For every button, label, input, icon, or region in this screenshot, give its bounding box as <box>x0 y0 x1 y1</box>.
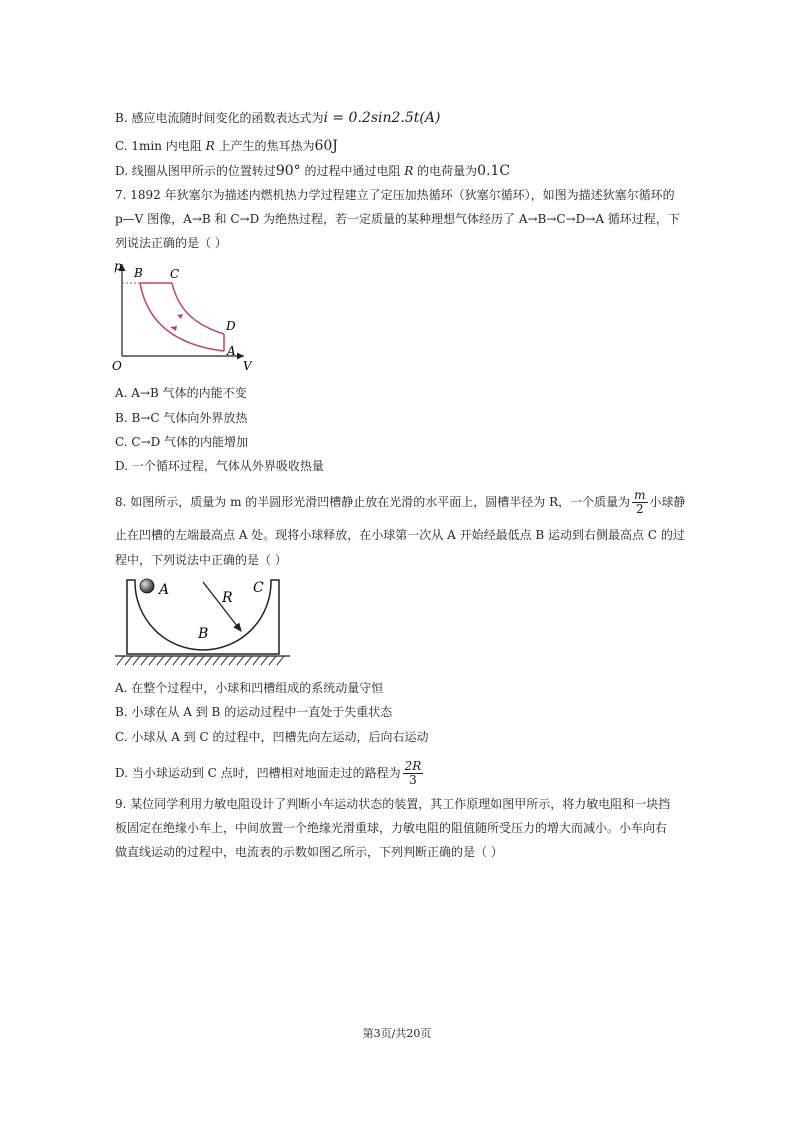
q8-option-c: C. 小球从 A 到 C 的过程中，凹槽先向左运动，后向右运动 <box>115 730 429 744</box>
q9-stem-line3: 做直线运动的过程中，电流表的示数如图乙所示，下列判断正确的是（ ） <box>115 845 503 859</box>
q6-option-c-text2: 上产生的焦耳热为 <box>214 139 315 153</box>
q9-stem-line2: 板固定在绝缘小车上，中间放置一个绝缘光滑重球，力敏电阻的阻值随所受压力的增大而减小。小车向右 <box>115 821 668 835</box>
q8-stem-line3: 程中，下列说法中正确的是（ ） <box>115 553 287 567</box>
q6-option-d-text3: 的电荷量为 <box>413 164 478 178</box>
ab-curve <box>140 283 224 351</box>
distance-fraction-den: 3 <box>409 773 417 787</box>
q6-option-b-text: B. 感应电流随时间变化的函数表达式为 <box>115 111 324 125</box>
ball-icon <box>140 579 154 593</box>
label-a: A <box>227 344 236 358</box>
q8-option-a: A. 在整个过程中，小球和凹槽组成的系统动量守恒 <box>115 681 384 695</box>
q6-option-b <box>115 110 440 126</box>
cd-curve <box>172 283 224 334</box>
ground-hatching <box>117 656 284 665</box>
q6-option-d-value: 0.1C <box>477 163 511 179</box>
q6-option-c <box>115 138 338 154</box>
label-groove-c: C <box>253 580 264 596</box>
q8-option-b: B. 小球在从 A 到 B 的运动过程中一直处于失重状态 <box>115 705 393 719</box>
q8-stem-text-b: 小球静 <box>649 495 686 509</box>
label-d: D <box>226 319 236 333</box>
mass-fraction-num: m <box>634 488 646 502</box>
q7-option-c: C. C→D 气体的内能增加 <box>115 435 249 449</box>
label-b: B <box>134 266 143 280</box>
label-o: O <box>112 359 122 373</box>
pv-diagram <box>112 258 252 373</box>
q6-option-c-text1: C. 1min 内电阻 <box>115 139 206 153</box>
label-p: p <box>114 259 122 273</box>
groove-diagram <box>112 574 292 669</box>
q6-option-b-formula: i = 0.2sin2.5t(A) <box>323 110 441 126</box>
distance-fraction <box>403 760 424 787</box>
q7-option-a: A. A→B 气体的内能不变 <box>115 386 247 400</box>
q7-option-b: B. B→C 气体向外界放热 <box>115 411 248 425</box>
q7-stem-line3: 列说法正确的是（ ） <box>115 236 227 250</box>
label-groove-r: R <box>222 590 233 606</box>
q9-stem-line1: 9. 某位同学利用力敏电阻设计了判断小车运动状态的装置，其工作原理如图甲所示，将力敏电阻和一块挡 <box>115 797 671 811</box>
q8-stem-text-a: 8. 如图所示，质量为 m 的半圆形光滑凹槽静止放在光滑的水平面上，圆槽半径为 R，一个质量为 <box>115 495 631 509</box>
q6-option-d-angle: 90° <box>275 163 301 179</box>
q6-option-d <box>115 163 510 179</box>
q7-option-d: D. 一个循环过程，气体从外界吸收热量 <box>115 459 324 473</box>
mass-fraction <box>632 489 647 516</box>
q7-stem-line2: p—V 图像，A→B 和 C→D 为绝热过程，若一定质量的某种理想气体经历了 A→B→C→D→A 循环过程，下 <box>115 212 680 226</box>
q8-stem-line1 <box>115 489 686 516</box>
label-groove-a: A <box>159 582 170 598</box>
q8-stem-line2: 止在凹槽的左端最高点 A 处。现将小球释放，在小球第一次从 A 开始经最低点 B 运动到右侧最高点 C 的过 <box>115 528 685 542</box>
label-v: V <box>243 359 252 373</box>
q6-option-c-value: 60J <box>314 138 338 154</box>
label-groove-b: B <box>198 626 209 642</box>
label-c: C <box>170 267 180 281</box>
q6-option-d-text1: D. 线圈从图甲所示的位置转过 <box>115 164 276 178</box>
q8-option-d <box>115 760 425 787</box>
q7-stem-line1: 7. 1892 年狄塞尔为描述内燃机热力学过程建立了定压加热循环（狄塞尔循环），如图为描述狄塞尔循环的 <box>115 188 675 202</box>
q8-option-d-text: D. 当小球运动到 C 点时，凹槽相对地面走过的路程为 <box>115 766 401 780</box>
ab-arrow-icon <box>170 326 177 331</box>
mass-fraction-den: 2 <box>636 502 644 516</box>
distance-fraction-num: 2R <box>404 759 422 773</box>
page-footer: 第3页/共20页 <box>362 1027 432 1040</box>
q6-option-d-text2: 的过程中通过电阻 <box>300 164 405 178</box>
q6-option-c-var: R <box>205 139 215 153</box>
q6-option-d-var: R <box>404 164 414 178</box>
cd-arrow-icon <box>177 314 183 319</box>
